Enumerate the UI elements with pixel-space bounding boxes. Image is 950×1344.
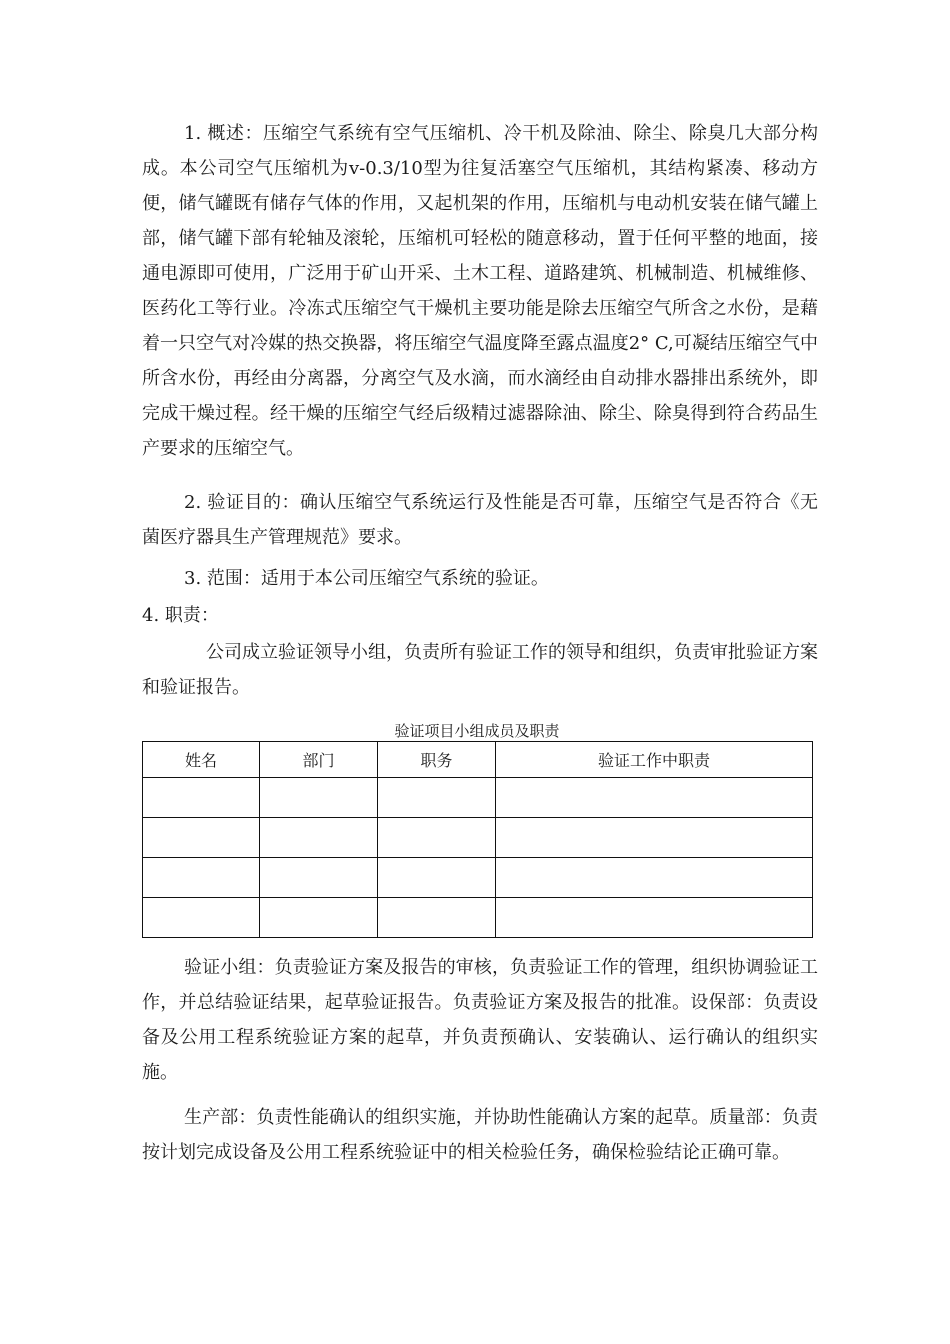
table-caption: 验证项目小组成员及职责	[394, 722, 560, 740]
table-cell	[496, 818, 813, 858]
table-row	[143, 858, 813, 898]
production-duties-paragraph: 生产部：负责性能确认的组织实施，并协助性能确认方案的起草。质量部：负责按计划完成设备及公用工程系统验证中的相关检验任务，确保检验结论正确可靠。	[142, 1107, 818, 1163]
table-cell	[260, 778, 378, 818]
table-cell	[143, 818, 260, 858]
duties-intro-paragraph: 公司成立验证领导小组，负责所有验证工作的领导和组织，负责审批验证方案和验证报告。	[142, 642, 818, 698]
table-cell	[143, 898, 260, 938]
table-cell	[496, 778, 813, 818]
table-row	[143, 778, 813, 818]
team-duties-paragraph: 验证小组：负责验证方案及报告的审核，负责验证工作的管理，组织协调验证工作，并总结验证结果，起草验证报告。负责验证方案及报告的批准。设保部：负责设备及公用工程系统验证方案的起草，并负责预确认、安装确认、运行确认的组织实施。	[142, 957, 818, 1083]
table-row	[143, 898, 813, 938]
duties-heading: 4. 职责：	[142, 605, 219, 626]
table-cell	[143, 858, 260, 898]
table-cell	[260, 818, 378, 858]
column-header-position: 职务	[378, 742, 496, 778]
table-cell	[496, 858, 813, 898]
table-cell	[378, 858, 496, 898]
column-header-name: 姓名	[143, 742, 260, 778]
column-header-department: 部门	[260, 742, 378, 778]
purpose-paragraph: 2. 验证目的：确认压缩空气系统运行及性能是否可靠，压缩空气是否符合《无菌医疗器具生产管理规范》要求。	[142, 492, 818, 548]
scope-paragraph: 3. 范围：适用于本公司压缩空气系统的验证。	[184, 568, 549, 589]
team-members-table	[142, 741, 813, 938]
table-cell	[378, 818, 496, 858]
table-cell	[378, 898, 496, 938]
table-header-row	[143, 742, 813, 778]
table-cell	[260, 858, 378, 898]
table-cell	[260, 898, 378, 938]
column-header-validation-duty: 验证工作中职责	[496, 742, 813, 778]
table-cell	[378, 778, 496, 818]
table-cell	[143, 778, 260, 818]
table-cell	[496, 898, 813, 938]
table-row	[143, 818, 813, 858]
overview-paragraph: 1. 概述：压缩空气系统有空气压缩机、冷干机及除油、除尘、除臭几大部分构成。本公司空气压缩机为v-0.3/10型为往复活塞空气压缩机，其结构紧凑、移动方便，储气罐既有储存气体的作用，又起机架的作用，压缩机与电动机安装在储气罐上部，储气罐下部有轮轴及滚轮，压缩机可轻松的随意移动，置于任何平整的地面，接通电源即可使用，广泛用于矿山开采、土木工程、道路建筑、机械制造、机械维修、医药化工等行业。冷冻式压缩空气干燥机主要功能是除去压缩空气所含之水份，是藉着一只空气对冷媒的热交换器，将压缩空气温度降至露点温度2° C,可凝结压缩空气中所含水份，再经由分离器，分离空气及水滴，而水滴经由自动排水器排出系统外，即完成干燥过程。经干燥的压缩空气经后级精过滤器除油、除尘、除臭得到符合药品生产要求的压缩空气。	[142, 123, 818, 459]
